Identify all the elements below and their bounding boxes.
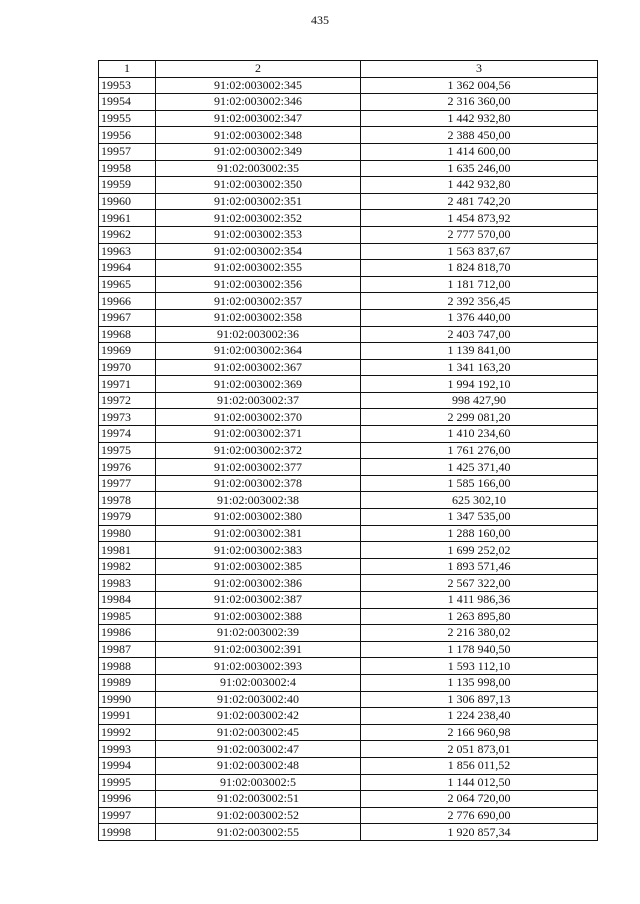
cadastral-value-cell: 2 216 380,02	[361, 625, 598, 642]
table-row	[99, 774, 598, 791]
row-number-cell: 19987	[99, 641, 156, 658]
table-row	[99, 426, 598, 443]
cadastral-value-cell: 2 299 081,20	[361, 409, 598, 426]
cadastral-value-cell: 2 567 322,00	[361, 575, 598, 592]
cadastral-number-cell: 91:02:003002:350	[156, 177, 361, 194]
row-number-cell: 19998	[99, 824, 156, 841]
cadastral-number-cell: 91:02:003002:345	[156, 77, 361, 94]
cadastral-value-cell: 1 341 163,20	[361, 359, 598, 376]
cadastral-number-cell: 91:02:003002:386	[156, 575, 361, 592]
cadastral-value-cell: 1 824 818,70	[361, 260, 598, 277]
cadastral-value-cell: 2 166 960,98	[361, 724, 598, 741]
cadastral-number-cell: 91:02:003002:391	[156, 641, 361, 658]
table-row	[99, 674, 598, 691]
row-number-cell: 19959	[99, 177, 156, 194]
row-number-cell: 19954	[99, 94, 156, 111]
cadastral-number-cell: 91:02:003002:348	[156, 127, 361, 144]
table-row	[99, 509, 598, 526]
cadastral-value-cell: 1 454 873,92	[361, 210, 598, 227]
cadastral-number-cell: 91:02:003002:51	[156, 791, 361, 808]
row-number-cell: 19988	[99, 658, 156, 675]
row-number-cell: 19970	[99, 359, 156, 376]
cadastral-number-cell: 91:02:003002:369	[156, 376, 361, 393]
cadastral-value-cell: 1 442 932,80	[361, 177, 598, 194]
table-row	[99, 542, 598, 559]
cadastral-number-cell: 91:02:003002:39	[156, 625, 361, 642]
row-number-cell: 19996	[99, 791, 156, 808]
cadastral-value-cell: 1 856 011,52	[361, 757, 598, 774]
cadastral-value-cell: 1 425 371,40	[361, 459, 598, 476]
table-row	[99, 608, 598, 625]
cadastral-number-cell: 91:02:003002:356	[156, 276, 361, 293]
cadastral-number-cell: 91:02:003002:364	[156, 343, 361, 360]
cadastral-number-cell: 91:02:003002:358	[156, 309, 361, 326]
cadastral-value-cell: 1 181 712,00	[361, 276, 598, 293]
cadastral-value-cell: 2 481 742,20	[361, 193, 598, 210]
table-row	[99, 641, 598, 658]
row-number-cell: 19984	[99, 592, 156, 609]
cadastral-value-cell: 1 442 932,80	[361, 110, 598, 127]
cadastral-value-cell: 2 316 360,00	[361, 94, 598, 111]
table-row	[99, 708, 598, 725]
row-number-cell: 19972	[99, 392, 156, 409]
table-row	[99, 343, 598, 360]
cadastral-value-cell: 998 427,90	[361, 392, 598, 409]
table-row	[99, 210, 598, 227]
row-number-cell: 19997	[99, 807, 156, 824]
cadastral-value-cell: 1 135 998,00	[361, 674, 598, 691]
table-row	[99, 791, 598, 808]
cadastral-value-cell: 1 411 986,36	[361, 592, 598, 609]
cadastral-number-cell: 91:02:003002:47	[156, 741, 361, 758]
cadastral-value-cell: 2 392 356,45	[361, 293, 598, 310]
row-number-cell: 19977	[99, 475, 156, 492]
cadastral-value-cell: 1 144 012,50	[361, 774, 598, 791]
table-row	[99, 757, 598, 774]
cadastral-value-cell: 1 635 246,00	[361, 160, 598, 177]
cadastral-value-cell: 1 414 600,00	[361, 143, 598, 160]
table-row	[99, 110, 598, 127]
table-row	[99, 409, 598, 426]
cadastral-number-cell: 91:02:003002:42	[156, 708, 361, 725]
row-number-cell: 19969	[99, 343, 156, 360]
row-number-cell: 19994	[99, 757, 156, 774]
cadastral-number-cell: 91:02:003002:355	[156, 260, 361, 277]
cadastral-number-cell: 91:02:003002:372	[156, 442, 361, 459]
table-row	[99, 807, 598, 824]
cadastral-value-cell: 2 064 720,00	[361, 791, 598, 808]
row-number-cell: 19957	[99, 143, 156, 160]
table-row	[99, 442, 598, 459]
table-row	[99, 658, 598, 675]
cadastral-value-cell: 1 288 160,00	[361, 525, 598, 542]
table-row	[99, 592, 598, 609]
table-row	[99, 177, 598, 194]
cadastral-value-cell: 1 139 841,00	[361, 343, 598, 360]
table-row	[99, 824, 598, 841]
cadastral-value-cell: 2 776 690,00	[361, 807, 598, 824]
cadastral-value-cell: 1 563 837,67	[361, 243, 598, 260]
row-number-cell: 19958	[99, 160, 156, 177]
cadastral-number-cell: 91:02:003002:353	[156, 226, 361, 243]
cadastral-value-cell: 1 761 276,00	[361, 442, 598, 459]
row-number-cell: 19980	[99, 525, 156, 542]
cadastral-value-cell: 1 994 192,10	[361, 376, 598, 393]
cadastral-number-cell: 91:02:003002:45	[156, 724, 361, 741]
table-row	[99, 326, 598, 343]
cadastral-value-cell: 2 051 873,01	[361, 741, 598, 758]
cadastral-number-cell: 91:02:003002:385	[156, 558, 361, 575]
table-row	[99, 276, 598, 293]
table-row	[99, 376, 598, 393]
cadastral-value-cell: 1 362 004,56	[361, 77, 598, 94]
row-number-cell: 19963	[99, 243, 156, 260]
table-row	[99, 309, 598, 326]
cadastral-number-cell: 91:02:003002:388	[156, 608, 361, 625]
cadastral-value-cell: 1 920 857,34	[361, 824, 598, 841]
row-number-cell: 19962	[99, 226, 156, 243]
cadastral-number-cell: 91:02:003002:393	[156, 658, 361, 675]
row-number-cell: 19985	[99, 608, 156, 625]
cadastral-value-cell: 2 388 450,00	[361, 127, 598, 144]
table-row	[99, 625, 598, 642]
row-number-cell: 19965	[99, 276, 156, 293]
cadastral-value-cell: 625 302,10	[361, 492, 598, 509]
cadastral-number-cell: 91:02:003002:35	[156, 160, 361, 177]
row-number-cell: 19964	[99, 260, 156, 277]
table-row	[99, 94, 598, 111]
table-row	[99, 77, 598, 94]
table-row	[99, 127, 598, 144]
table-row	[99, 691, 598, 708]
row-number-cell: 19979	[99, 509, 156, 526]
row-number-cell: 19974	[99, 426, 156, 443]
cadastral-number-cell: 91:02:003002:370	[156, 409, 361, 426]
row-number-cell: 19986	[99, 625, 156, 642]
row-number-cell: 19967	[99, 309, 156, 326]
cadastral-number-cell: 91:02:003002:381	[156, 525, 361, 542]
table-row	[99, 475, 598, 492]
table-row	[99, 243, 598, 260]
table-row	[99, 193, 598, 210]
table-row	[99, 459, 598, 476]
cadastral-number-cell: 91:02:003002:352	[156, 210, 361, 227]
table-header	[99, 61, 598, 78]
table-row	[99, 741, 598, 758]
table-row	[99, 160, 598, 177]
cadastral-number-cell: 91:02:003002:380	[156, 509, 361, 526]
table-row	[99, 525, 598, 542]
row-number-cell: 19971	[99, 376, 156, 393]
row-number-cell: 19982	[99, 558, 156, 575]
table-row	[99, 143, 598, 160]
table-row	[99, 558, 598, 575]
cadastral-value-cell: 1 347 535,00	[361, 509, 598, 526]
cadastral-value-cell: 1 699 252,02	[361, 542, 598, 559]
table-row	[99, 359, 598, 376]
cadastral-value-cell: 1 263 895,80	[361, 608, 598, 625]
row-number-cell: 19966	[99, 293, 156, 310]
row-number-cell: 19976	[99, 459, 156, 476]
table-row	[99, 293, 598, 310]
row-number-cell: 19956	[99, 127, 156, 144]
table-row	[99, 260, 598, 277]
header-row	[99, 61, 598, 78]
cadastral-number-cell: 91:02:003002:347	[156, 110, 361, 127]
table-body	[99, 77, 598, 840]
table-row	[99, 575, 598, 592]
cadastral-number-cell: 91:02:003002:371	[156, 426, 361, 443]
cadastral-number-cell: 91:02:003002:387	[156, 592, 361, 609]
cadastral-value-cell: 1 593 112,10	[361, 658, 598, 675]
cadastral-number-cell: 91:02:003002:383	[156, 542, 361, 559]
cadastral-number-cell: 91:02:003002:36	[156, 326, 361, 343]
row-number-cell: 19983	[99, 575, 156, 592]
cadastral-number-cell: 91:02:003002:378	[156, 475, 361, 492]
cadastral-value-cell: 2 403 747,00	[361, 326, 598, 343]
row-number-cell: 19992	[99, 724, 156, 741]
row-number-cell: 19993	[99, 741, 156, 758]
cadastral-number-cell: 91:02:003002:38	[156, 492, 361, 509]
cadastral-value-cell: 2 777 570,00	[361, 226, 598, 243]
cadastral-value-cell: 1 376 440,00	[361, 309, 598, 326]
cadastral-number-cell: 91:02:003002:4	[156, 674, 361, 691]
table-row	[99, 392, 598, 409]
row-number-cell: 19991	[99, 708, 156, 725]
row-number-cell: 19955	[99, 110, 156, 127]
cadastral-value-cell: 1 585 166,00	[361, 475, 598, 492]
cadastral-number-cell: 91:02:003002:349	[156, 143, 361, 160]
row-number-cell: 19989	[99, 674, 156, 691]
cadastral-number-cell: 91:02:003002:48	[156, 757, 361, 774]
cadastral-number-cell: 91:02:003002:377	[156, 459, 361, 476]
cadastral-number-cell: 91:02:003002:357	[156, 293, 361, 310]
table-row	[99, 492, 598, 509]
cadastral-number-cell: 91:02:003002:346	[156, 94, 361, 111]
row-number-cell: 19995	[99, 774, 156, 791]
row-number-cell: 19973	[99, 409, 156, 426]
cadastral-value-cell: 1 410 234,60	[361, 426, 598, 443]
row-number-cell: 19978	[99, 492, 156, 509]
row-number-cell: 19981	[99, 542, 156, 559]
cadastral-number-cell: 91:02:003002:40	[156, 691, 361, 708]
cadastral-number-cell: 91:02:003002:5	[156, 774, 361, 791]
cadastral-number-cell: 91:02:003002:367	[156, 359, 361, 376]
cadastral-number-cell: 91:02:003002:37	[156, 392, 361, 409]
cadastral-value-cell: 1 893 571,46	[361, 558, 598, 575]
cadastral-number-cell: 91:02:003002:351	[156, 193, 361, 210]
row-number-cell: 19990	[99, 691, 156, 708]
row-number-cell: 19975	[99, 442, 156, 459]
table-row	[99, 226, 598, 243]
cadastral-value-cell: 1 306 897,13	[361, 691, 598, 708]
column-header-1: 1	[99, 61, 156, 78]
cadastral-number-cell: 91:02:003002:52	[156, 807, 361, 824]
cadastral-number-cell: 91:02:003002:354	[156, 243, 361, 260]
cadastral-value-table	[98, 60, 598, 841]
cadastral-number-cell: 91:02:003002:55	[156, 824, 361, 841]
cadastral-value-cell: 1 178 940,50	[361, 641, 598, 658]
row-number-cell: 19953	[99, 77, 156, 94]
table-row	[99, 724, 598, 741]
page-number: 435	[311, 13, 329, 27]
row-number-cell: 19968	[99, 326, 156, 343]
column-header-2: 2	[156, 61, 361, 78]
row-number-cell: 19961	[99, 210, 156, 227]
row-number-cell: 19960	[99, 193, 156, 210]
cadastral-value-cell: 1 224 238,40	[361, 708, 598, 725]
column-header-3: 3	[361, 61, 598, 78]
